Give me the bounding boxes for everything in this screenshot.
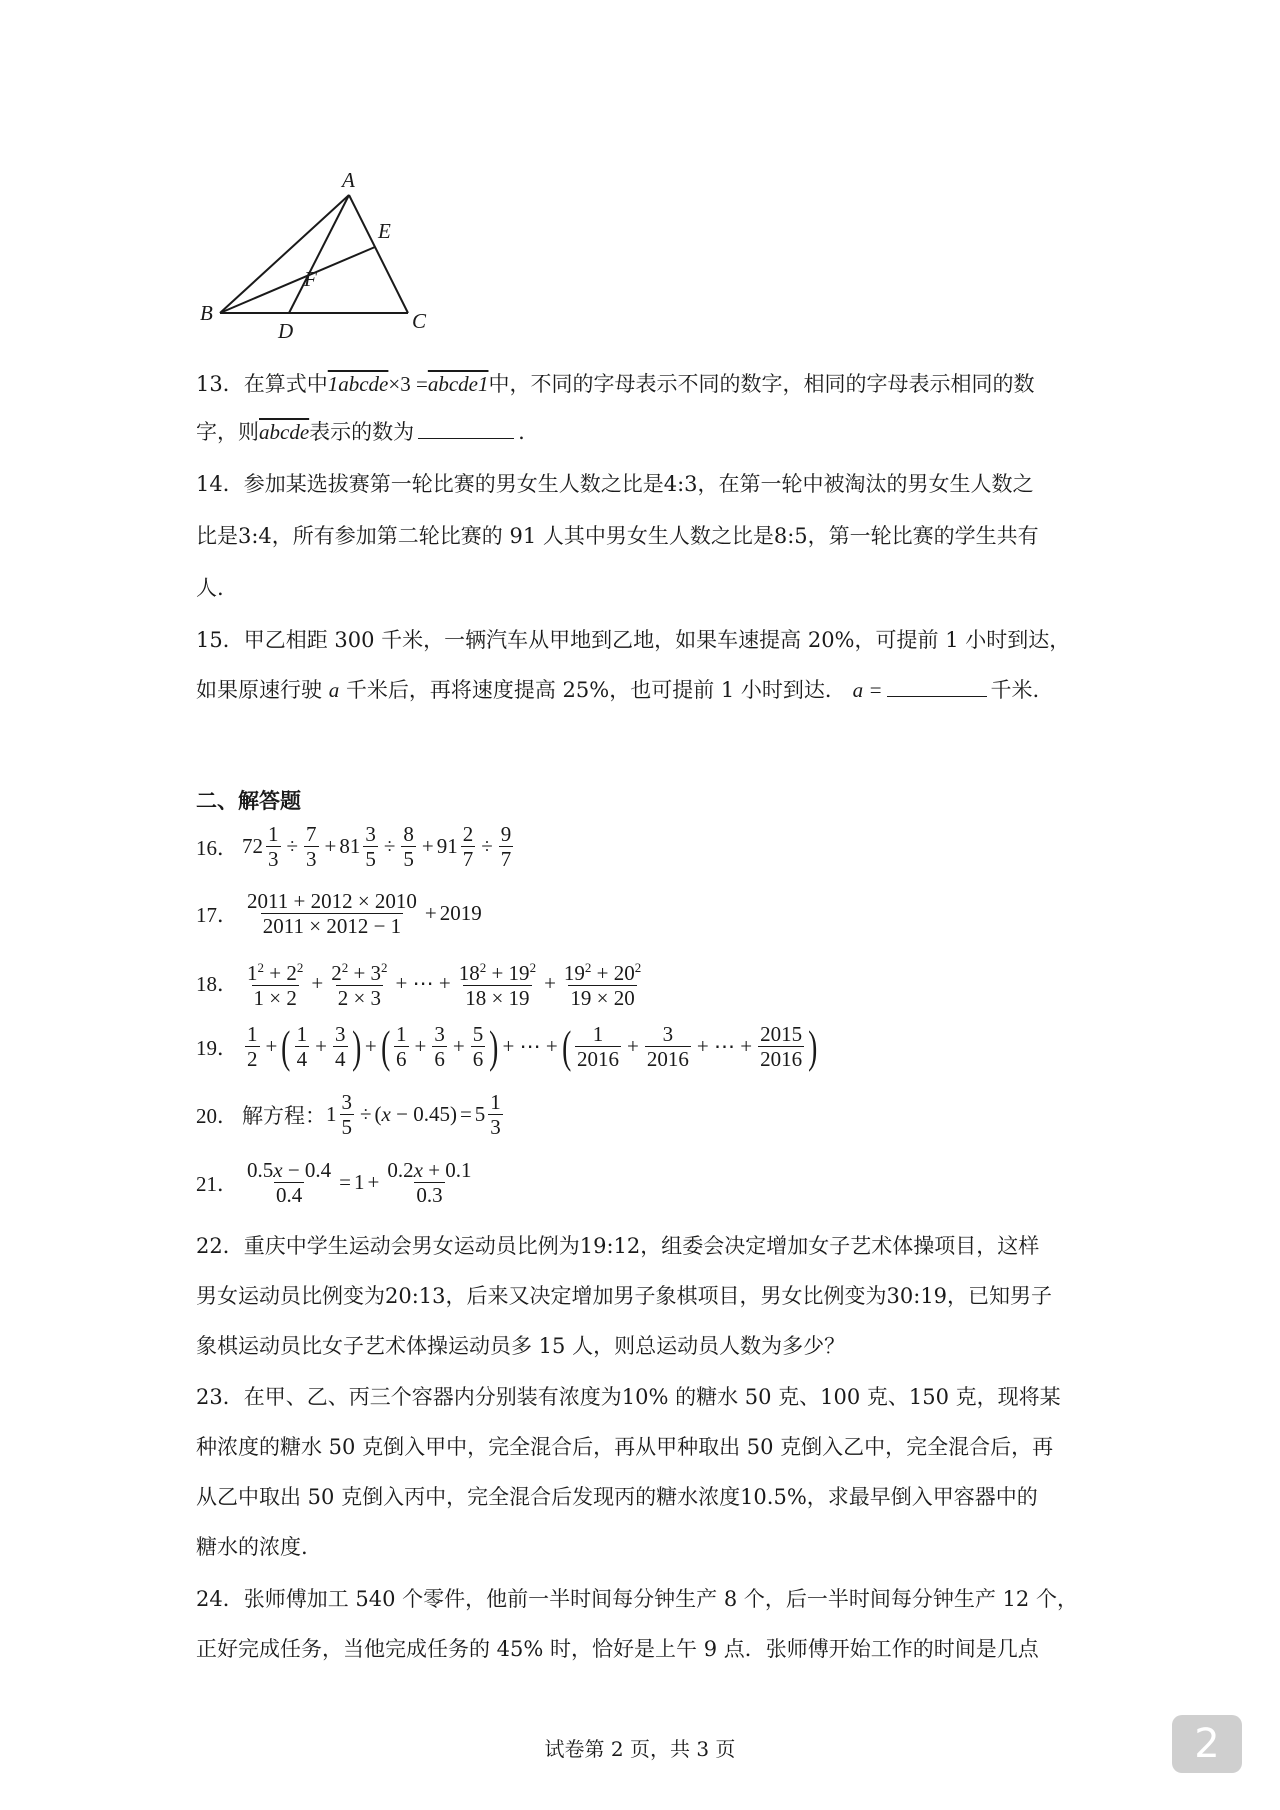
label-d: D xyxy=(278,319,294,343)
edge-ab xyxy=(220,195,349,313)
segment-be xyxy=(220,247,375,313)
answer-blank[interactable] xyxy=(418,418,514,439)
label-c: C xyxy=(412,309,427,333)
q15-number: 15． xyxy=(196,628,244,652)
exam-page: A B C D E F 13．在算式中1abcde×3 =abcde1中，不同的字母表示不同的数字，相同的字母表示相同的数 字，则abcde表示的数为 . 14．参加某选拔赛第一轮比赛的男女生人数之比是4:3，在第一轮中被淘汰的男女生人数之 比是3:4，所有参加第二轮比赛的 91 人其中男女生人数之比是8:5，第一轮比赛的学生共有 人. 15．甲乙相距 300 千米，一辆汽车从甲地到乙地，如果车速提高 20%，可提前 1 小时到达， 如果原速行驶 a 千米后，再将速度提高 25%，也可提前 1 小时到达． a = 千米. 二、解答题 16． 72 $\frac{1}{3}$ ÷ $\frac{7}{3}$ + 81 $\frac{3}{5}$ ÷ $\frac{8}{5}$ + 91 $\frac{2}{7}$ ÷ $\frac{9}{7}$ 17． $\frac{2011 + 2012 \times 2010}{2011 \times 2012 - 1}$ + 2019 18． $\frac{1^2 + 2^2}{1 \times 2}$ + $\frac{2^2 + 3^2}{2 \times 3}$ + ⋯ + $\frac{18^2 + 19^2}{18 \times 19}$ + $\frac{19^2 + 20^2}{19 \times 20}$ 19． $\frac{1}{2}$ + ( $\frac{1}{4}$ + $\frac{3}{4}$ ) + ( $\frac{1}{6}$ + $\frac{3}{6}$ + $\frac{5}{6}$ ) + ⋯ + ( $\frac{1}{2016}$ + $\frac{3}{2016}$ + ⋯ + $\frac{2015}{2016}$ ) 20． 解方程： 1 $\frac{3}{5}$ ÷ ( x − 0.45) = 5 $\frac{1}{3}$ 21． $\frac{0.5x - 0.4}{0.4}$ = 1 + $\frac{0.2x + 0.1}{0.3}$ 22．重庆中学生运动会男女运动员比例为19:12，组委会决定增加女子艺术体操项目，这样 男女运动员比例变为20:13，后来又决定增加男子象棋项目，男女比例变为30:19，已知男子 象棋运动员比女子艺术体操运动员多 15 人，则总运动员人数为多少？ 23．在甲、乙、丙三个容器内分别装有浓度为10% 的糖水 50 克、100 克、150 克，现将某 种浓度的糖水 50 克倒入甲中，完全混合后，再从甲种取出 50 克倒入乙中，完全混合后，再 从乙中取出 50 克倒入丙中，完全混合后发现丙的糖水浓度10.5%，求最早倒入甲容器中的 糖水的浓度. 24．张师傅加工 540 个零件，他前一半时间每分钟生产 8 个，后一半时间每分钟生产 12 个， 正好完成任务，当他完成任务的 45% 时，恰好是上午 9 点．张师傅开始工作的时间是几点 试卷第 2 页，共 3 页 2 xyxy=(0,0,1280,1810)
q13-line-1: 13．在算式中1abcde×3 =abcde1中，不同的字母表示不同的数字，相同的字母表示相同的数 xyxy=(196,372,1035,396)
q13-number: 13． xyxy=(196,372,244,396)
q23-number: 23． xyxy=(196,1385,244,1409)
label-e: E xyxy=(378,219,391,243)
page-footer: 试卷第 2 页，共 3 页 xyxy=(544,1737,736,1761)
question-21: 21． $\frac{0.5x - 0.4}{0.4}$ = 1 + $\frac{0.2x + 0.1}{0.3}$ xyxy=(196,1158,472,1207)
question-18: 18． $\frac{1^2 + 2^2}{1 \times 2}$ + $\frac{2^2 + 3^2}{2 \times 3}$ + ⋯ + $\frac{18^2 + 19^2}{18 \times 19}$ + $\frac{19^2 + 20^2}{19 \times 20}$ xyxy=(196,960,642,1010)
q24-number: 24． xyxy=(196,1587,244,1611)
label-b: B xyxy=(200,301,213,325)
q14-number: 14． xyxy=(196,472,244,496)
answer-blank[interactable] xyxy=(887,676,987,697)
q22-number: 22． xyxy=(196,1234,244,1258)
page-number-badge[interactable]: 2 xyxy=(1172,1715,1242,1773)
label-a: A xyxy=(342,170,355,192)
question-19: 19． $\frac{1}{2}$ + ( $\frac{1}{4}$ + $\frac{3}{4}$ ) + ( $\frac{1}{6}$ + $\frac{3}{6}$ + $\frac{5}{6}$ ) + ⋯ + ( $\frac{1}{2016}$ + $\frac{3}{2016}$ + ⋯ + $\frac{2015}{2016}$ ) xyxy=(196,1020,818,1072)
question-20: 20． 解方程： 1 $\frac{3}{5}$ ÷ ( x − 0.45) = 5 $\frac{1}{3}$ xyxy=(196,1090,501,1139)
question-17: 17． $\frac{2011 + 2012 \times 2010}{2011 \times 2012 - 1}$ + 2019 xyxy=(196,889,482,938)
question-16: 16． 72 $\frac{1}{3}$ ÷ $\frac{7}{3}$ + 81 $\frac{3}{5}$ ÷ $\frac{8}{5}$ + 91 $\frac{2}{7}$ ÷ $\frac{9}{7}$ xyxy=(196,822,512,871)
triangle-diagram xyxy=(200,170,460,345)
section-heading: 二、解答题 xyxy=(196,789,301,813)
segment-ad xyxy=(289,195,349,313)
q13-line-2: 字，则abcde表示的数为 . xyxy=(196,420,525,444)
triangle-figure xyxy=(200,170,460,345)
label-f: F xyxy=(304,267,317,291)
